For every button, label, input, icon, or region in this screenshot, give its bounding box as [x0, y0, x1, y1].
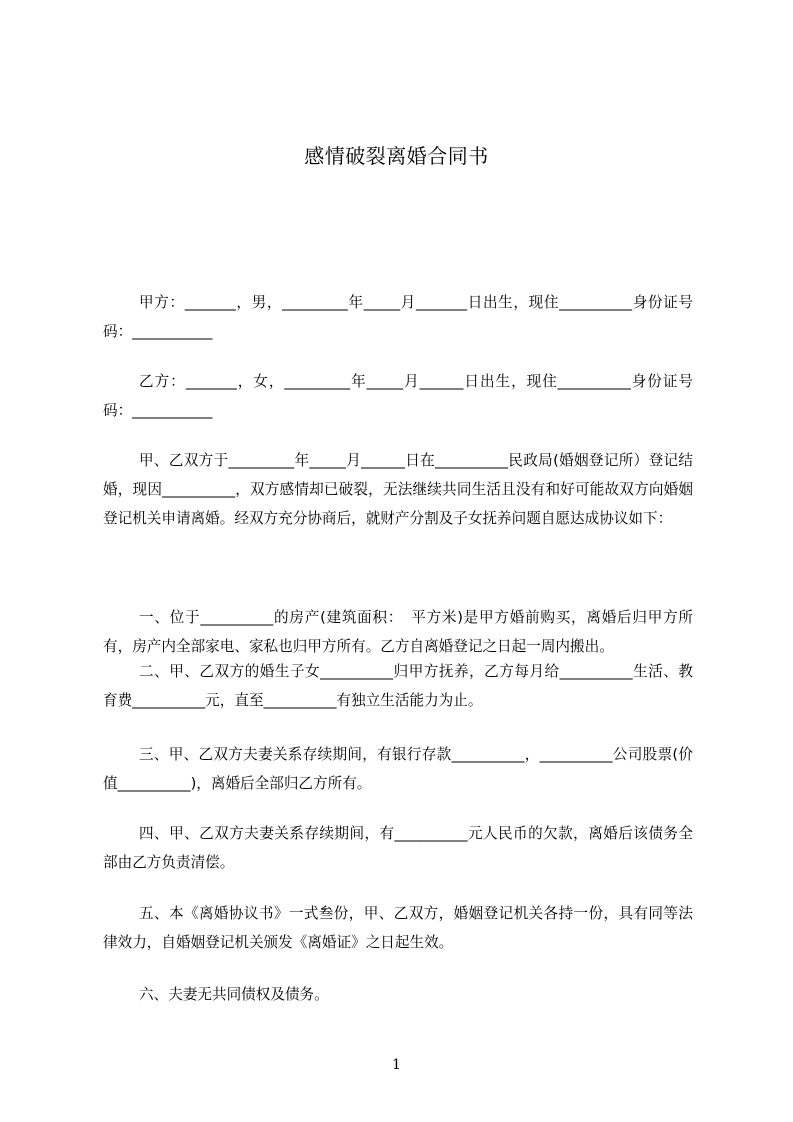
- clause-5-paragraph: 五、本《离婚协议书》一式叁份，甲、乙双方，婚姻登记机关各持一份，具有同等法律效力，自婚姻登记机关颁发《离婚证》之日起生效。: [103, 905, 693, 951]
- clause-4-paragraph: 四、甲、乙双方夫妻关系存续期间，有__________元人民币的欠款，离婚后该债务全部由乙方负责清偿。: [103, 825, 693, 871]
- clause-6-paragraph: 六、夫妻无共同债权及债务。: [139, 986, 329, 1003]
- clause-3-paragraph: 三、甲、乙双方夫妻关系存续期间，有银行存款__________，__________公司股票(价值__________)，离婚后全部归乙方所有。: [103, 746, 693, 792]
- intro-paragraph: 甲、乙双方于_________年_____月______日在__________民政局(婚姻登记所）登记结婚，现因__________，双方感情却已破裂，无法继续共同生活且没有和好可能故双方向婚姻登记机关申请离婚。经双方充分协商后，就财产分割及子女抚养问题自愿达成协议如下：: [103, 452, 693, 527]
- page-title: 感情破裂离婚合同书: [304, 144, 489, 168]
- clause-2-paragraph: 二、甲、乙双方的婚生子女__________归甲方抚养，乙方每月给__________生活、教育费__________元，直至__________有独立生活能力为止。: [103, 663, 693, 709]
- page-number: 1: [392, 1057, 401, 1073]
- party-b-paragraph: 乙方：_______，女，_________年_____月______日出生，现住__________身份证号码：___________: [103, 373, 693, 419]
- clause-1-paragraph: 一、位于__________的房产(建筑面积： 平方米)是甲方婚前购买，离婚后归甲方所有，房产内全部家电、家私也归甲方所有。乙方自离婚登记之日起一周内搬出。: [103, 609, 693, 655]
- party-a-paragraph: 甲方：_______，男，_________年_____月_______日出生，现住__________身份证号码：___________: [103, 294, 693, 340]
